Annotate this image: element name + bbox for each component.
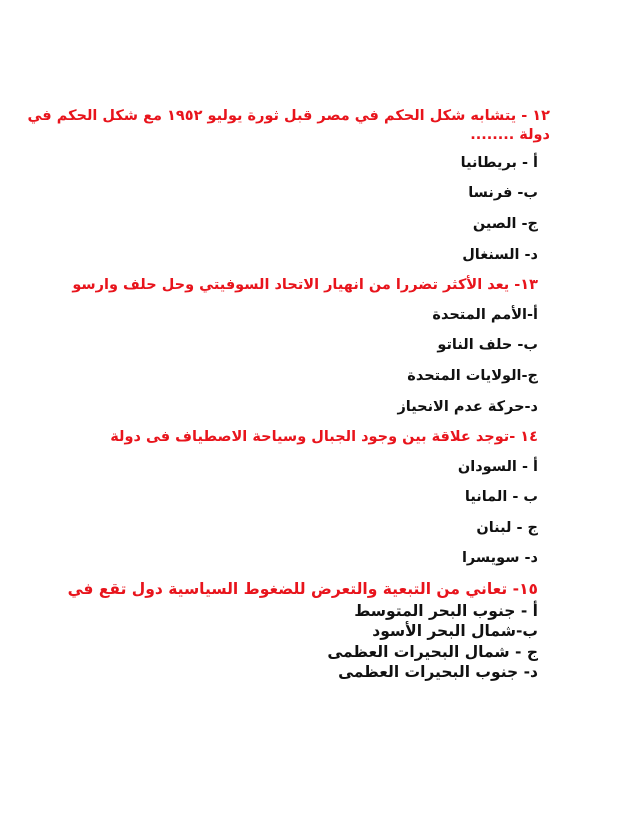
question-13-option-c: ج-الولايات المتحدة [407, 368, 538, 384]
question-13-option-d: د-حركة عدم الانحياز [397, 399, 538, 415]
question-15-option-d: د- جنوب البحيرات العظمى [338, 663, 538, 681]
question-12-option-b: ب- فرنسا [468, 185, 538, 201]
question-12-option-c: ج- الصين [472, 216, 538, 232]
question-15-stem: ١٥- تعاني من التبعية والتعرض للضغوط السياسية دول تقع في [67, 580, 538, 598]
question-15-option-c: ج - شمال البحيرات العظمى [327, 643, 538, 661]
question-14-option-a: أ - السودان [457, 459, 538, 475]
question-12-stem-line2: دولة ........ [470, 127, 550, 143]
question-13-option-a: أ-الأمم المتحدة [432, 307, 538, 323]
question-13-option-b: ب- حلف الناتو [437, 337, 538, 353]
question-12-option-d: د- السنغال [462, 247, 538, 263]
question-12-stem-line1: ١٢ - يتشابه شكل الحكم في مصر قبل ثورة يوليو ١٩٥٢ مع شكل الحكم في [27, 108, 550, 124]
question-13-stem: ١٣- يعد الأكثر تضررا من انهيار الاتحاد السوفيتي وحل حلف وارسو [72, 277, 538, 293]
question-15-option-b: ب-شمال البحر الأسود [372, 622, 538, 640]
question-15-option-a: أ - جنوب البحر المتوسط [354, 602, 538, 620]
question-12-option-a: أ - بريطانيا [460, 155, 538, 171]
question-14-option-b: ب - المانيا [464, 489, 538, 505]
question-14-stem: ١٤ -توجد علاقة بين وجود الجبال وسياحة الاصطياف فى دولة [110, 429, 538, 445]
question-14-option-c: ج - لبنان [476, 520, 538, 536]
question-14-option-d: د- سويسرا [461, 550, 538, 566]
